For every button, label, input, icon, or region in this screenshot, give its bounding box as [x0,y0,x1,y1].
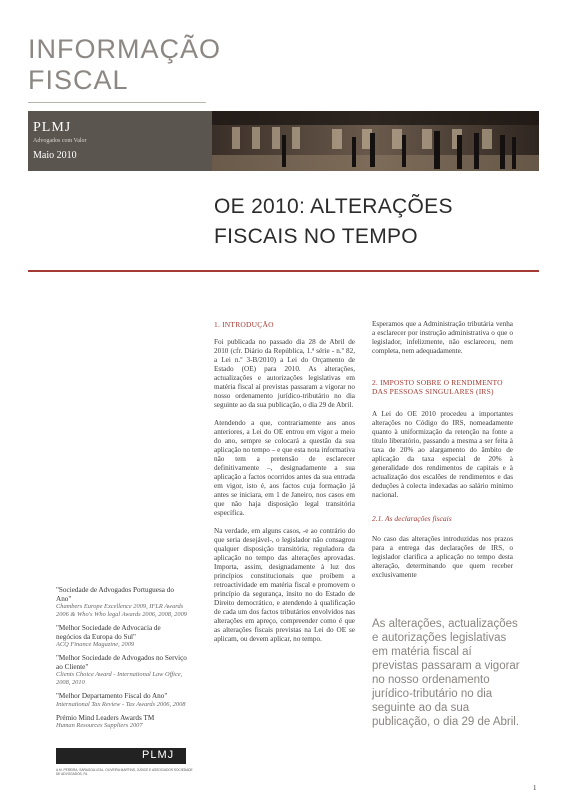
section-heading-irs: 2. IMPOSTO SOBRE O RENDIMENTO DAS PESSOAS SINGULARES (IRS) [372,378,503,396]
award-item [56,692,188,709]
award-source: Human Resources Suppliers 2007 [56,722,143,729]
award-title: "Melhor Sociedade de Advocacia de negócios da Europa do Sul" [56,624,161,641]
footer-logo: PLMJ [142,749,175,761]
pull-quote: As alterações, actualizações e autorizações legislativas em matéria fiscal aí previstas passaram a vigorar no nosso ordenamento jurídico-tributário no dia seguinte ao da sua publicação, o dia 29 de Abril. [372,618,520,728]
article-title [214,192,453,252]
footer-firm-name: A.M. PEREIRA, SÁRAGGA LEAL, OLIVEIRA MARTINS, JÚDICE E ASSOCIADOS SOCIEDADE DE ADVOGADOS, RL [56,768,193,776]
award-title: "Melhor Departamento Fiscal do Ano" [56,692,168,700]
publication-title [28,34,221,96]
article-title-line2: FISCAIS NO TEMPO [214,225,418,248]
paragraph: No caso das alterações introduzidas nos prazos para a entrega das declarações de IRS, o legislador clarifica a aplicação no tempo desta alteração, determinando que quem receber exclusivamente [372,535,513,579]
awards-list [56,586,188,735]
brand-name: PLMJ [33,120,72,135]
award-source: Chambers Europe Excellence 2009, IFLR Awards 2006 & Who's Who legal Awards 2006, 2008, 2009 [56,603,187,618]
publication-title-line2: FISCAL [28,65,129,95]
award-item [56,586,188,619]
award-source: Clients Choice Award - International Law Office, 2008, 2010 [56,671,183,686]
award-source: International Tax Review - Tax Awards 2006, 2008 [56,700,186,708]
award-item [56,654,188,687]
title-divider [28,270,539,272]
award-title: "Sociedade de Advogados Portuguesa do Ano" [56,586,174,603]
publication-title-line1: INFORMAÇÃO [28,34,222,64]
article-title-line1: OE 2010: ALTERAÇÕES [214,195,453,218]
section-heading-introducao: 1. INTRODUÇÃO [214,320,274,329]
paragraph: Atendendo a que, contrariamente aos anos anteriores, a Lei do OE entrou em vigor a meio do ano, sempre se colocará a questão da sua aplicação no tempo – e que esta nota informativa não tem a pretensão de esclarecer definitivamente –, designadamente a sua aplicação a factos ocorridos antes da sua entrada em vigor, isto é, aos factos cuja formação já antes se iniciara, em 1 de Janeiro, nos casos em que não haja disposição legal transitória específica. [214,419,355,517]
page-number: 1 [533,784,537,792]
airport-crowd-image [212,111,539,171]
paragraph: A Lei do OE 2010 procedeu a importantes alterações no Código do IRS, nomeadamente quanto à uniformização da retenção na fonte a título liberatório, passando a mesma a ser feita à taxa de 20% ao alargamento do âmbito de aplicação da taxa especial de 20% à generalidade dos rendimentos de capitais e à actualização dos escalões de rendimentos e das deduções à colecta indexadas ao salário mínimo nacional. [372,410,513,499]
paragraph: Foi publicada no passado dia 28 de Abril de 2010 (cfr. Diário da República, 1.ª série - n.º 82, a Lei n.º 3-B/2010) a Lei do Orçamento de Estado (OE) para 2010. As alterações, actualizações e autorizações legislativas em matéria fiscal aí previstas passaram a vigorar no nosso ordenamento jurídico-tributário no dia seguinte ao da sua publicação, o dia 29 de Abril. [214,338,355,409]
award-item [56,624,188,649]
column-2 [372,320,513,580]
paragraph: Esperamos que a Administração tributária venha a esclarecer por instrução administrativa o que o legislador, infelizmente, não esclareceu, nem completa, nem adequadamente. [372,320,513,355]
header-divider [28,102,206,103]
header-photo [212,111,539,171]
brand-tagline: Advogados com Valor [33,138,87,144]
paragraph: Na verdade, em alguns casos, -e ao contrário do que seria desejável-, o legislador não consagrou qualquer disposição transitória, reguladora da aplicação no tempo das alterações aprovadas. Importa, assim, designadamente à luz dos princípios constitucionais que proíbem a retroactividade em matéria fiscal e promovem o princípio da segurança, ínsito no do Estado de Direito democrático, e atendendo à qualificação de cada um dos factos tributários envolvidos nas alterações em apreço, compreender como é que as alterações fiscais previstas na Lei do OE se aplicam, ou devem aplicar, no tempo. [214,527,355,643]
column-1 [214,320,355,644]
award-item [56,714,188,731]
issue-date: Maio 2010 [33,150,77,161]
subsection-heading: 2.1. As declarações fiscais [372,514,452,523]
award-title: Prémio Mind Leaders Awards TM [56,713,155,722]
award-source: ACQ Finance Magazine, 2009 [56,641,135,648]
award-title: "Melhor Sociedade de Advogados no Serviço ao Cliente" [56,654,187,671]
